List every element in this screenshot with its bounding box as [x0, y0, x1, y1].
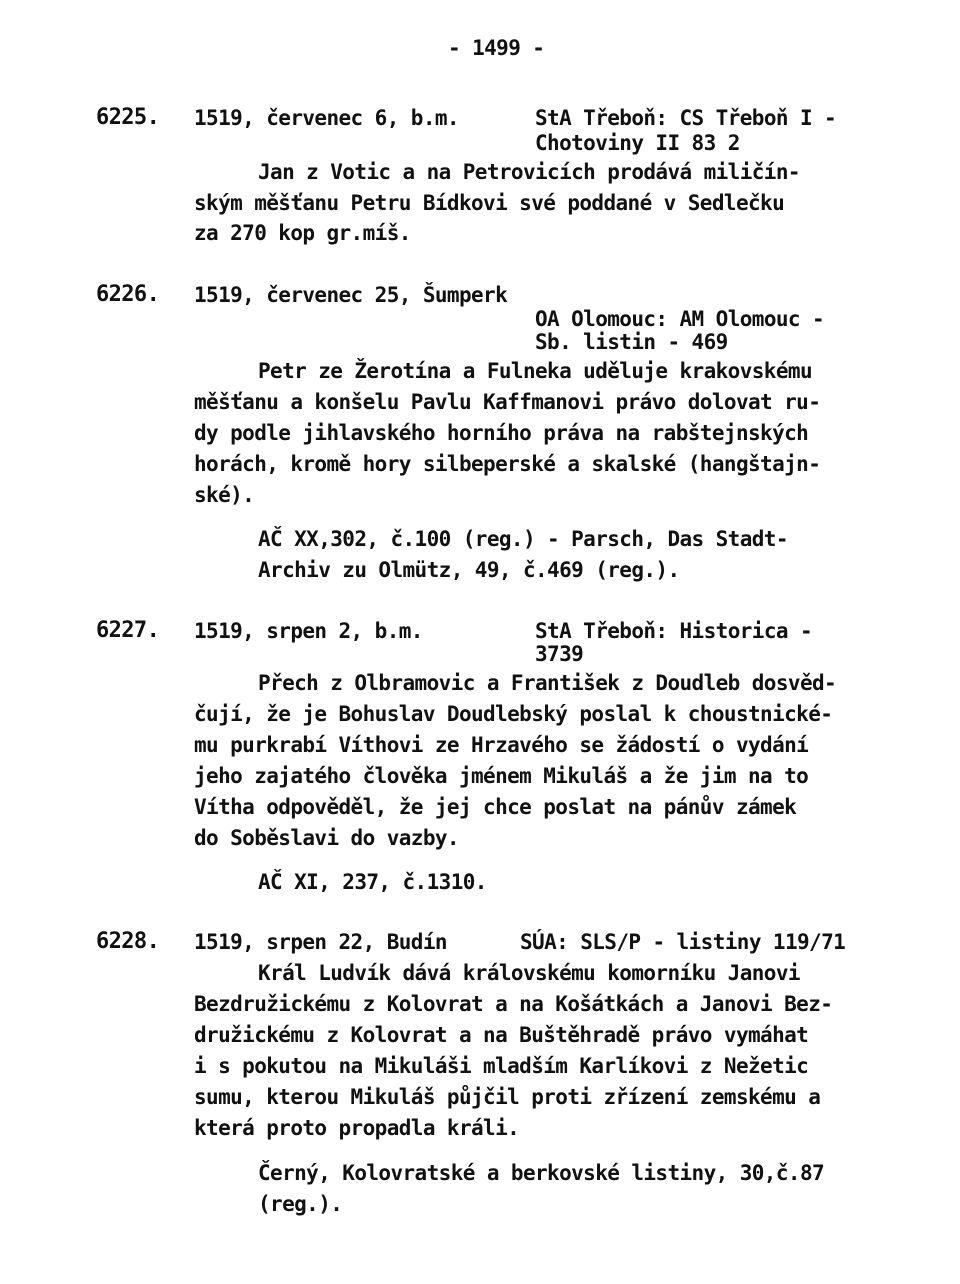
entry-body-line: Přech z Olbramovic a František z Doudleb dosvěd-	[258, 671, 837, 695]
entry-archive-line: OA Olomouc: AM Olomouc -	[535, 307, 825, 331]
entry-body-line: ským měšťanu Petru Bídkovi své poddané v Sedlečku	[194, 191, 785, 215]
entry-body-line: za 270 kop gr.míš.	[194, 221, 411, 245]
entry-body-line: družickému z Kolovrat a na Buštěhradě právo vymáhat	[194, 1023, 809, 1047]
entry-body-line: Vítha odpověděl, že jej chce poslat na pánův zámek	[194, 795, 797, 819]
entry-archive-line: StA Třeboň: CS Třeboň I -	[535, 106, 837, 130]
entry-body-line: jeho zajatého člověka jménem Mikuláš a že jim na to	[194, 764, 809, 788]
entry-body-line: do Soběslavi do vazby.	[194, 826, 459, 850]
entry-body-line: Petr ze Žerotína a Fulneka uděluje krakovskému	[258, 359, 812, 383]
entry-body-line: měšťanu a konšelu Pavlu Kaffmanovi právo dolovat ru-	[194, 390, 821, 414]
entry-archive-line: StA Třeboň: Historica -	[535, 619, 812, 643]
entry-date: 1519, srpen 2, b.m.	[194, 619, 423, 643]
entry-number: 6226.	[96, 282, 160, 307]
entry-archive-line: Chotoviny II 83 2	[535, 131, 740, 155]
entry-body-line: která proto propadla králi.	[194, 1116, 520, 1140]
entry-body-line: čují, že je Bohuslav Doudlebský poslal k choustnické-	[194, 702, 833, 726]
entry-body-line: dy podle jihlavského horního práva na rabštejnských	[194, 421, 809, 445]
entry-date: 1519, srpen 22, Budín	[194, 930, 447, 954]
entry-date: 1519, červenec 25, Šumperk	[194, 283, 508, 307]
entry-body-line: Král Ludvík dává královskému komorníku Janovi	[258, 961, 800, 985]
entry-body-line: sumu, kterou Mikuláš půjčil proti zřízení zemskému a	[194, 1085, 821, 1109]
entry-number: 6228.	[96, 929, 160, 954]
entry-archive-line: SÚA: SLS/P - listiny 119/71	[520, 930, 846, 954]
entry-body-line: horách, kromě hory silbeperské a skalské (hangštajn-	[194, 452, 821, 476]
entry-reference: Černý, Kolovratské a berkovské listiny, 30,č.87	[258, 1161, 825, 1185]
entry-body-line: Bezdružickému z Kolovrat a na Košátkách a Janovi Bez-	[194, 992, 833, 1016]
entry-body-line: Jan z Votic a na Petrovicích prodává miličín-	[258, 160, 800, 184]
entry-reference: Archiv zu Olmütz, 49, č.469 (reg.).	[258, 558, 680, 582]
entry-reference: (reg.).	[258, 1192, 343, 1216]
entry-date: 1519, červenec 6, b.m.	[194, 106, 459, 130]
entry-body-line: mu purkrabí Víthovi ze Hrzavého se žádostí o vydání	[194, 733, 809, 757]
entry-body-line: ské).	[194, 483, 255, 507]
entry-reference: AČ XX,302, č.100 (reg.) - Parsch, Das Stadt-	[258, 527, 788, 551]
entry-body-line: i s pokutou na Mikuláši mladším Karlíkovi z Nežetic	[194, 1054, 809, 1078]
entry-number: 6225.	[96, 105, 160, 130]
page-number: - 1499 -	[448, 36, 545, 60]
entry-reference: AČ XI, 237, č.1310.	[258, 870, 487, 894]
entry-number: 6227.	[96, 618, 160, 643]
entry-archive-line: Sb. listin - 469	[535, 330, 728, 354]
entry-archive-line: 3739	[535, 642, 584, 666]
